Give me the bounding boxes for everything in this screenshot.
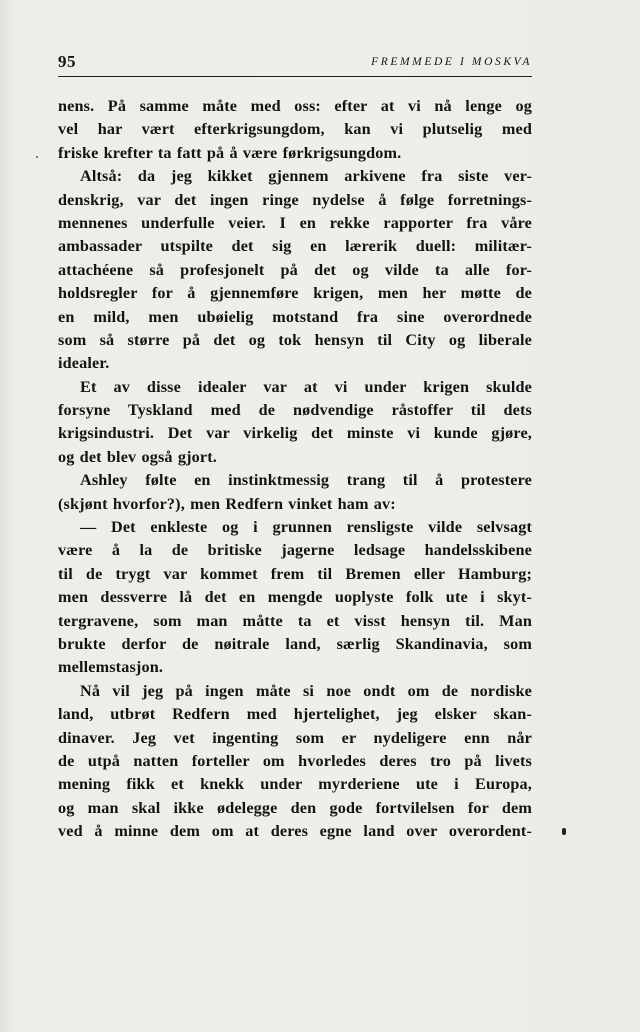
ink-mark — [562, 828, 566, 835]
text-line: Nå vil jeg på ingen måte si noe ondt om de nordiske — [80, 681, 532, 700]
running-title: FREMMEDE I MOSKVA — [371, 56, 532, 68]
text-line: holdsregler for å gjennemføre krigen, men her møtte de — [58, 284, 532, 303]
text-line: dinaver. Jeg vet ingenting som er nydeligere enn når — [58, 728, 532, 747]
page-number: 95 — [58, 52, 76, 71]
text-line: forsyne Tyskland med de nødvendige råstoffer til dets — [58, 401, 532, 420]
text-line: krigsindustri. Det var virkelig det minste vi kunde gjøre, — [58, 424, 532, 443]
text-line: Altså: da jeg kikket gjennem arkivene fra siste ver- — [80, 167, 532, 186]
text-line: nens. På samme måte med oss: efter at vi nå lenge og — [58, 97, 532, 115]
text-line: mening fikk et knekk under myrderiene ute i Europa, — [58, 775, 532, 794]
text-line: (skjønt hvorfor?), men Redfern vinket ham av: — [58, 494, 396, 513]
text-line: og det blev også gjort. — [58, 447, 217, 466]
text-line: Et av disse idealer var at vi under krigen skulde — [80, 377, 532, 396]
text-line: tergravene, som man måtte ta et visst hensyn til. Man — [58, 611, 532, 630]
text-line: mennenes underfulle veier. I en rekke rapporter fra våre — [58, 213, 532, 232]
text-line: mellemstasjon. — [58, 658, 164, 677]
text-line: — Det enkleste og i grunnen rensligste vilde selvsagt — [80, 518, 532, 537]
text-line: attachéene så profesjonelt på det og vilde ta alle for- — [58, 260, 532, 279]
body-text — [58, 95, 532, 844]
text-line: denskrig, var det ingen ringe nydelse å følge forretnings- — [58, 190, 532, 209]
header-rule — [58, 76, 532, 77]
text-line: brukte derfor de nøitrale land, særlig Skandinavia, som — [58, 634, 532, 653]
text-line: være å la de britiske jagerne ledsage handelsskibene — [58, 541, 532, 560]
text-line: som så større på det og tok hensyn til City og liberale — [58, 330, 532, 349]
text-line: ved å minne dem om at deres egne land over overordent- — [58, 822, 532, 841]
paper-speck — [36, 156, 38, 158]
text-line: de utpå natten forteller om hvorledes deres tro på livets — [58, 751, 532, 770]
text-line: Ashley følte en instinktmessig trang til å protestere — [80, 471, 532, 490]
text-line: vel har vært efterkrigsungdom, kan vi plutselig med — [58, 120, 532, 139]
text-line: ambassader utspilte det sig en lærerik duell: militær- — [58, 237, 532, 256]
text-line: men dessverre lå det en mengde uoplyste folk ute i skyt- — [58, 588, 532, 607]
text-line: idealer. — [58, 354, 110, 373]
text-line: en mild, men ubøielig motstand fra sine overordnede — [58, 307, 532, 326]
text-line: til de trygt var kommet frem til Bremen eller Hamburg; — [58, 564, 532, 583]
text-line: friske krefter ta fatt på å være førkrigsungdom. — [58, 143, 402, 162]
text-line: og man skal ikke ødelegge den gode fortvilelsen for dem — [58, 798, 532, 817]
text-line: land, utbrøt Redfern med hjertelighet, jeg elsker skan- — [58, 705, 532, 724]
page-header — [58, 52, 532, 74]
